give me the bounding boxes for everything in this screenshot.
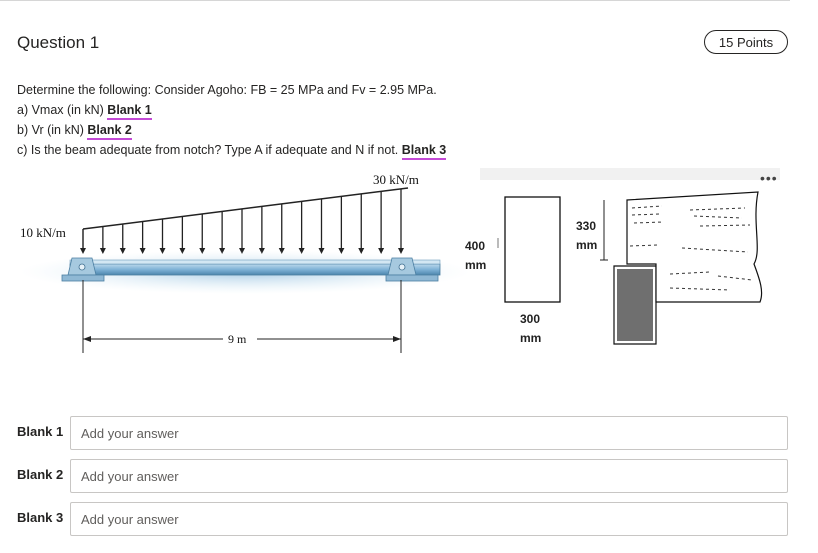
blank-tag-2: Blank 2 <box>87 123 131 140</box>
section-height-value: 400 <box>465 239 486 253</box>
prompt-item-b <box>17 120 446 140</box>
answer-input-1[interactable] <box>70 416 788 450</box>
distributed-load <box>80 188 408 254</box>
prompt-item-a <box>17 100 446 120</box>
blank-tag-3: Blank 3 <box>402 143 446 160</box>
section-width-value: 300 <box>520 312 541 326</box>
answer-label-1: Blank 1 <box>17 424 64 439</box>
beam-diagram <box>10 168 800 363</box>
load-arrows <box>80 189 404 254</box>
question-prompt <box>17 80 446 160</box>
load-arrow-head <box>120 248 126 254</box>
notch-unit: mm <box>576 238 598 252</box>
prompt-item-text: c) Is the beam adequate from notch? Type A if adequate and N if not. <box>17 143 402 157</box>
load-right-label: 30 kN/m <box>373 172 419 187</box>
answer-row-3 <box>0 502 818 536</box>
prompt-intro: Determine the following: Consider Agoho: FB = 25 MPa and Fv = 2.95 MPa. <box>17 83 437 97</box>
prompt-item-c <box>17 140 446 160</box>
section-height-unit: mm <box>465 258 487 272</box>
beam-flange <box>70 260 440 264</box>
load-arrow-head <box>398 248 404 254</box>
span-label: 9 m <box>228 332 247 346</box>
answer-label-2: Blank 2 <box>17 467 64 482</box>
load-arrow-head <box>80 248 86 254</box>
load-left-label: 10 kN/m <box>20 225 66 240</box>
answer-input-3[interactable] <box>70 502 788 536</box>
prompt-item-text: b) Vr (in kN) <box>17 123 88 137</box>
answer-label-3: Blank 3 <box>17 510 64 525</box>
notch-value: 330 <box>576 219 597 233</box>
answer-row-2 <box>0 459 818 493</box>
points-badge: 15 Points <box>704 30 788 54</box>
image-top-band <box>480 168 780 180</box>
prompt-item-text: a) Vmax (in kN) <box>17 103 108 117</box>
load-arrow-head <box>378 248 384 254</box>
more-horizontal-icon[interactable]: ••• <box>760 170 778 186</box>
notch-support-fill <box>617 269 653 341</box>
cross-section <box>505 197 560 302</box>
question-title: Question 1 <box>17 33 100 52</box>
load-arrow-head <box>100 248 106 254</box>
question-figure <box>10 168 800 363</box>
top-divider <box>0 0 790 1</box>
answer-row-1 <box>0 416 818 450</box>
blank-tag-1: Blank 1 <box>107 103 151 120</box>
section-width-unit: mm <box>520 331 542 345</box>
answer-input-2[interactable] <box>70 459 788 493</box>
load-top-line <box>83 188 408 229</box>
beam <box>70 264 440 275</box>
